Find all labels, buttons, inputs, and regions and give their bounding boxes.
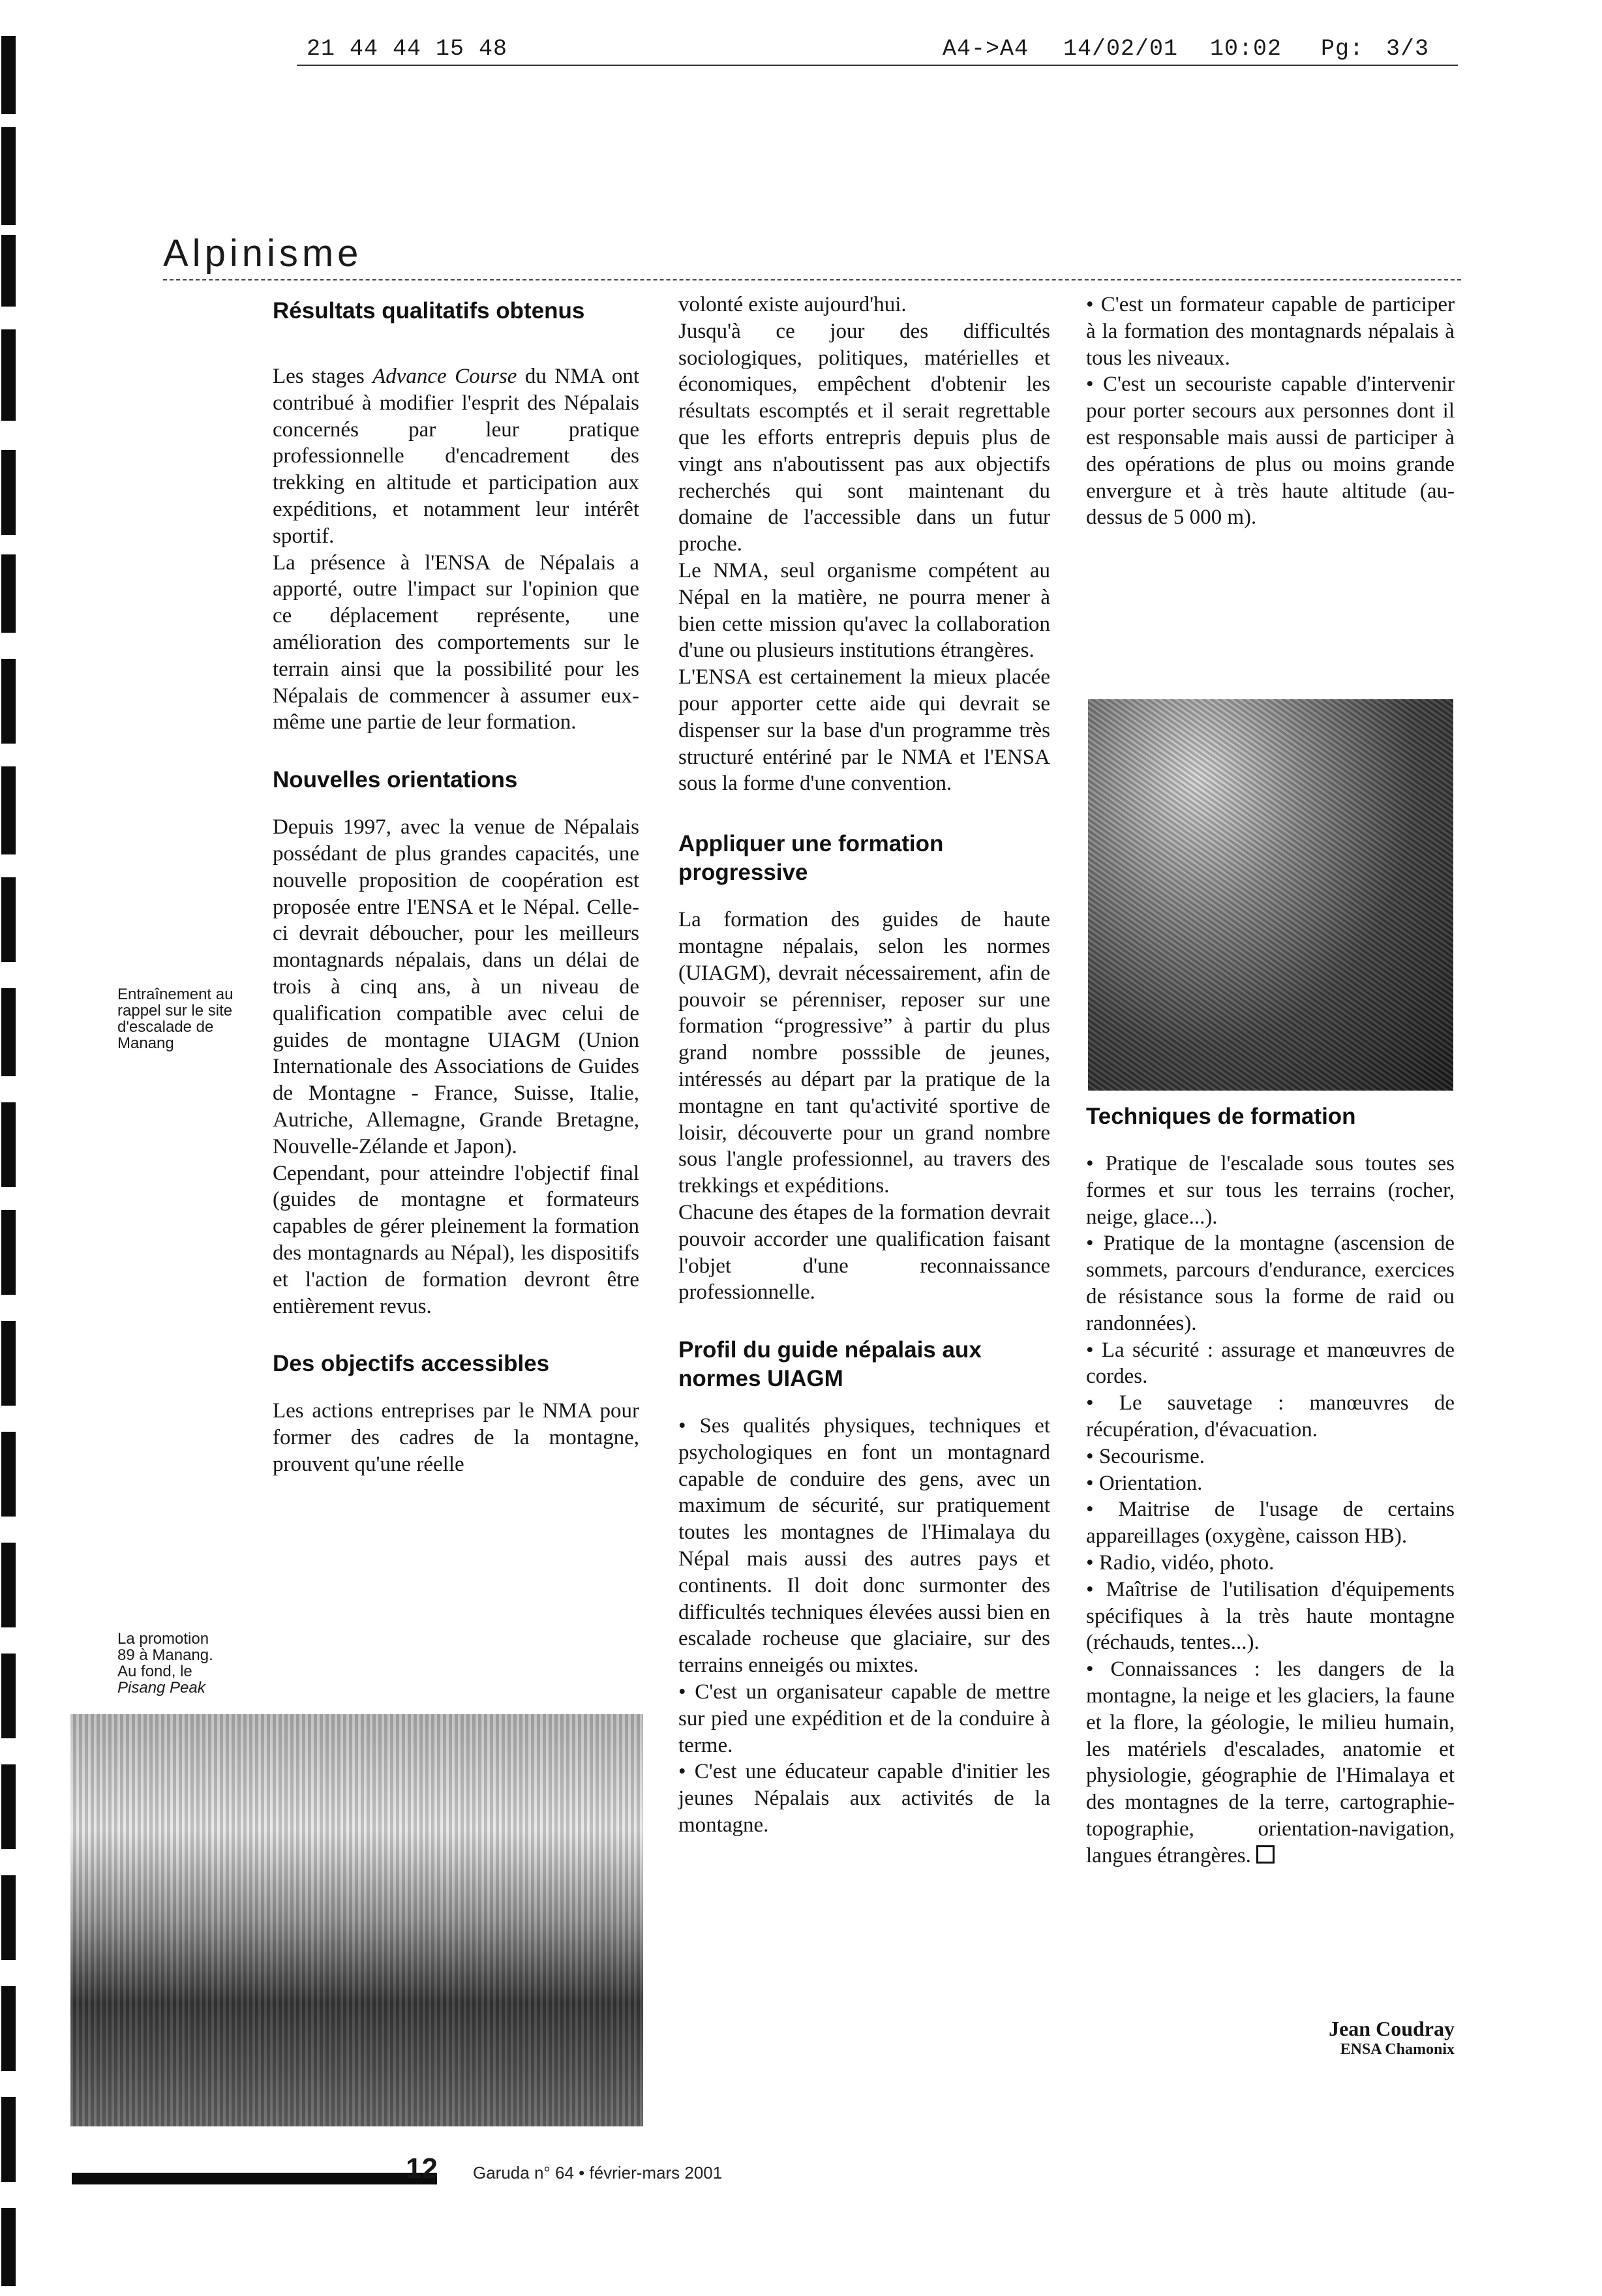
technique-item: • Secourisme. (1086, 1443, 1455, 1470)
heading-techniques: Techniques de formation (1086, 1104, 1356, 1129)
heading-objectifs: Des objectifs accessibles (273, 1351, 550, 1377)
paragraph-resultats-1: Les stages Advance Course du NMA ont contribué à modifier l'esprit des Népalais concernés par leur pratique professionnelle d'encadrement des trekking en altitude et participation aux expéditions, et notamment leur intérêt sportif. (273, 365, 639, 548)
heading-progressive: Appliquer une formation progressive (678, 831, 944, 886)
technique-item: • Le sauvetage : manœuvres de récupération, d'évacuation. (1086, 1390, 1455, 1443)
paragraph-objectifs-1-continued: volonté existe aujourd'hui. (678, 293, 907, 316)
heading-resultats: Résultats qualitatifs obtenus (273, 298, 585, 324)
paragraph-orientations-2: Cependant, pour atteindre l'objectif final (guides de montagne et formateurs capables de gérer pleinement la formation des montagnards au Népal), les dispositifs et l'action de formation devront être entièrement revus. (273, 1161, 639, 1318)
technique-item: • La sécurité : assurage et manœuvres de cordes. (1086, 1337, 1455, 1391)
author-organization: ENSA Chamonix (1340, 2041, 1455, 2058)
author-name: Jean Coudray (1329, 2017, 1455, 2040)
article-end-mark (1256, 1845, 1275, 1864)
caption-promotion: La promotion 89 à Manang. Au fond, le Pisang Peak (117, 1630, 213, 1697)
fax-date: 14/02/01 (1063, 36, 1179, 62)
column-3-bottom (1086, 1102, 1455, 1869)
profil-item: • Ses qualités physiques, techniques et psychologiques en font un montagnard capable de conduire des gens, avec un maximum de sécurité, sur pratiquement toutes les montagnes de l'Himalaya du Népal mais aussi des autres pays et continents. Il doit donc surmonter des difficultés techniques élevées aussi bien en escalade rocheuse que glaciaire, sur des terrains enneigés ou mixtes. (678, 1413, 1050, 1679)
technique-item: • Pratique de l'escalade sous toutes ses formes et sur tous les terrains (rocher, neige, glace...). (1086, 1151, 1455, 1230)
photo-promotion-group (70, 1714, 643, 2126)
fax-time: 10:02 (1210, 36, 1282, 62)
heading-profil: Profil du guide népalais aux normes UIAGM (678, 1337, 982, 1392)
paragraph-orientations-1: Depuis 1997, avec la venue de Népalais possédant de plus grandes capacités, une nouvelle proposition de coopération est proposée entre l'ENSA et le Népal. Celle-ci devrait déboucher, pour les meilleurs montagnards népalais, dans un délai de trois à cinq ans, à un niveau de qualification compatible avec celui de guides de montagne UIAGM (Union Internationale des Associations de Guides de Montagne - France, Suisse, Italie, Autriche, Allemagne, Grande Bretagne, Nouvelle-Zélande et Japon). (273, 815, 639, 1158)
fax-header (297, 36, 1471, 68)
fax-route: A4->A4 (943, 36, 1029, 62)
fax-phone: 21 44 44 15 48 (307, 36, 508, 62)
section-rule (163, 279, 1461, 280)
fax-page-value: 3/3 (1386, 36, 1430, 62)
column-2 (678, 292, 1050, 1839)
paragraph-objectifs-2: Jusqu'à ce jour des difficultés sociologiques, politiques, matérielles et économiques, empêchent d'obtenir les résultats escomptés et il serait regrettable que les efforts entrepris depuis plus de vingt ans n'aboutissent pas aux objectifs recherchés qui sont maintenant du domaine de l'accessible dans un futur proche. (678, 319, 1050, 556)
section-title: Alpinisme (163, 232, 363, 275)
profil-list (678, 1413, 1050, 1839)
photo-rappel-training (1088, 699, 1453, 1091)
technique-item: • Radio, vidéo, photo. (1086, 1550, 1455, 1577)
footer-bar (72, 2173, 437, 2184)
technique-item: • Connaissances : les dangers de la montagne, la neige et les glaciers, la faune et la flore, la géologie, le milieu humain, les matériels d'escalades, anatomie et physiologie, géographie de l'Himalaya et des montagnes de la terre, cartographie-topographie, orientation-navigation, langues étrangères. (1086, 1656, 1455, 1869)
paragraph-progressive-1: La formation des guides de haute montagne népalais, selon les normes (UIAGM), devrait nécessairement, afin de pouvoir se pérenniser, reposer sur une formation “progressive” à partir du plus grand nombre posssible de jeunes, intéressés au départ par la pratique de la montagne en tant qu'activité sportive de loisir, découverte pour un grand nombre sous l'angle professionnel, au travers des trekkings et expéditions. (678, 908, 1050, 1198)
heading-orientations: Nouvelles orientations (273, 767, 518, 793)
paragraph-objectifs-3: Le NMA, seul organisme compétent au Népal en la matière, ne pourra mener à bien cette mission qu'avec la collaboration d'une ou plusieurs institutions étrangères. (678, 558, 1050, 663)
author-signature (1161, 2017, 1455, 2059)
column-1 (273, 297, 639, 1478)
technique-item: • Maîtrise de l'utilisation d'équipements spécifiques à la très haute montagne (réchauds, tentes...). (1086, 1577, 1455, 1656)
technique-item: • Maitrise de l'usage de certains appareillages (oxygène, caisson HB). (1086, 1496, 1455, 1550)
profil-item: • C'est un secouriste capable d'intervenir pour porter secours aux personnes dont il est responsable mais aussi de participer à des opérations de plus ou moins grande envergure et à très haute altitude (au-dessus de 5 000 m). (1086, 371, 1455, 531)
caption-rappel: Entraînement au rappel sur le site d'escalade de Manang (117, 986, 234, 1052)
issue-info: Garuda n° 64 • février-mars 2001 (473, 2163, 723, 2183)
paragraph-objectifs-4: L'ENSA est certainement la mieux placée pour apporter cette aide qui devrait se dispenser sur la base d'un programme très structuré entériné par le NMA et l'ENSA sous la forme d'une convention. (678, 665, 1050, 796)
technique-item: • Pratique de la montagne (ascension de sommets, parcours d'endurance, exercices de résistance sous la forme de raid ou randonnées). (1086, 1230, 1455, 1337)
fax-header-rule (297, 65, 1458, 66)
column-3-top (1086, 292, 1455, 531)
fax-page-label: Pg: (1321, 36, 1365, 62)
profil-item: • C'est un organisateur capable de mettre sur pied une expédition et de la conduire à terme. (678, 1679, 1050, 1759)
profil-item: • C'est un formateur capable de participer à la formation des montagnards népalais à tous les niveaux. (1086, 292, 1455, 371)
technique-item: • Orientation. (1086, 1470, 1455, 1497)
techniques-list (1086, 1151, 1455, 1869)
page-number: 12 (406, 2152, 438, 2184)
paragraph-resultats-2: La présence à l'ENSA de Népalais a apporté, outre l'impact sur l'opinion que ce déplacement représente, une amélioration des comportements sur le terrain ainsi que la possibilité pour les Népalais de commencer à assumer eux-même une partie de leur formation. (273, 551, 639, 734)
paragraph-progressive-2: Chacune des étapes de la formation devrait pouvoir accorder une qualification faisant l'objet d'une reconnaissance professionnelle. (678, 1200, 1050, 1305)
profil-item: • C'est une éducateur capable d'initier les jeunes Népalais aux activités de la montagne. (678, 1759, 1050, 1838)
advance-course-title: Advance Course (372, 365, 517, 388)
paragraph-objectifs-1: Les actions entreprises par le NMA pour former des cadres de la montagne, prouvent qu'une réelle (273, 1399, 639, 1476)
profil-list-continued (1086, 292, 1455, 531)
